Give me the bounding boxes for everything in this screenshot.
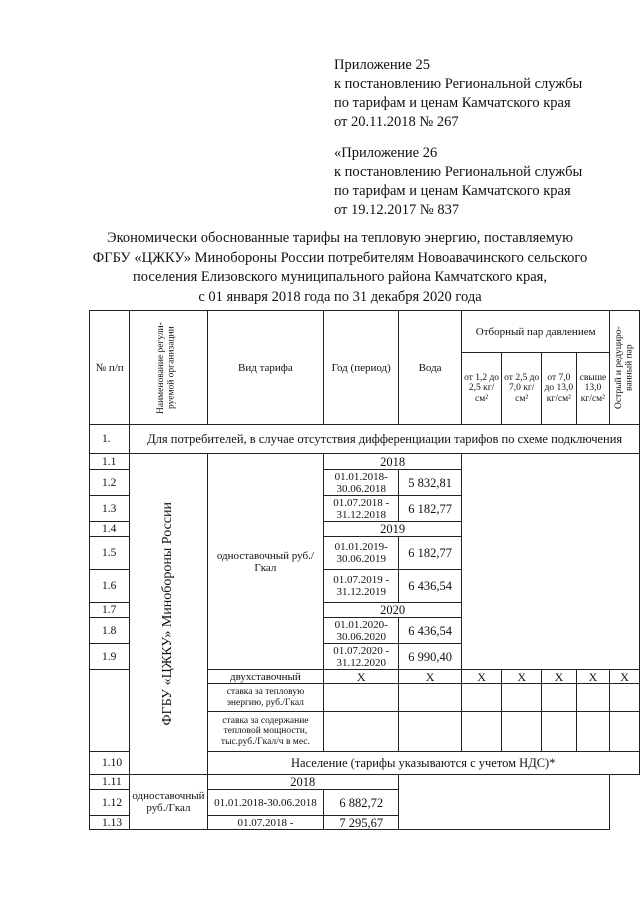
row-num: 1.5 (90, 537, 130, 570)
empty-cell (502, 684, 542, 712)
empty-cell (399, 712, 462, 752)
empty-cell (610, 712, 640, 752)
value-cell: 6 436,54 (399, 618, 462, 644)
tariff-table (89, 310, 640, 830)
x-mark: Х (542, 670, 576, 684)
empty-cell (462, 684, 502, 712)
period-cell: 01.07.2018 - 31.12.2018 (324, 496, 399, 522)
empty-cell (576, 712, 610, 752)
year-row: 2018 (207, 775, 399, 790)
year-row: 2019 (324, 522, 462, 537)
title-line: ФГБУ «ЦЖКУ» Минобороны России потребителям Новоавачинского сельского (92, 249, 588, 266)
two-rate-label: двухставочный (207, 670, 324, 684)
x-mark: Х (324, 670, 399, 684)
period-cell: 01.01.2018-30.06.2018 (207, 790, 324, 816)
empty-cell (399, 775, 610, 830)
period-cell: 01.07.2020 - 31.12.2020 (324, 644, 399, 670)
col-header-p2: от 2,5 до 7,0 кг/см² (502, 353, 542, 425)
col-header-p3: от 7,0 до 13,0 кг/см² (542, 353, 576, 425)
empty-cell (324, 712, 399, 752)
row-num: 1. (90, 425, 130, 454)
period-cell: 01.07.2018 - (207, 816, 324, 830)
col-header-kind: Вид тарифа (207, 311, 324, 425)
x-mark: Х (576, 670, 610, 684)
title-line: с 01 января 2018 года по 31 декабря 2020 года (198, 288, 482, 305)
empty-cell (324, 684, 399, 712)
value-cell: 6 990,40 (399, 644, 462, 670)
row-num: 1.12 (90, 790, 130, 816)
col-header-p1: от 1,2 до 2,5 кг/см² (462, 353, 502, 425)
value-cell: 6 182,77 (399, 537, 462, 570)
year-row: 2020 (324, 603, 462, 618)
row-num: 1.10 (90, 752, 130, 775)
value-cell: 6 182,77 (399, 496, 462, 522)
value-cell: 7 295,67 (324, 816, 399, 830)
value-cell: 6 882,72 (324, 790, 399, 816)
single-rate-label: одноставочный руб./Гкал (130, 775, 207, 830)
header-line: «Приложение 26 (334, 145, 438, 161)
header-line: от 19.12.2017 № 837 (334, 202, 460, 218)
appendix-header-25 (334, 56, 634, 132)
x-mark: Х (462, 670, 502, 684)
value-cell: 6 436,54 (399, 570, 462, 603)
period-cell: 01.01.2019-30.06.2019 (324, 537, 399, 570)
empty-cell (542, 684, 576, 712)
title-line: поселения Елизовского муниципального района Камчатского края, (133, 269, 547, 285)
header-line: Приложение 25 (334, 57, 430, 73)
row-num: 1.4 (90, 522, 130, 537)
col-header-water: Вода (399, 311, 462, 425)
row-num: 1.9 (90, 644, 130, 670)
header-line: к постановлению Региональной службы (334, 164, 583, 180)
header-line: по тарифам и ценам Камчатского края (334, 95, 571, 111)
col-header-org (130, 311, 207, 425)
col-header-org-text: Наименование регули-руемой организации (156, 321, 177, 414)
header-line: к постановлению Региональной службы (334, 76, 583, 92)
col-header-num: № п/п (90, 311, 130, 425)
org-name-cell (130, 454, 207, 775)
x-mark: Х (399, 670, 462, 684)
single-rate-label: одноставочный руб./Гкал (207, 454, 324, 670)
col-header-p4: свыше 13,0 кг/см² (576, 353, 610, 425)
period-cell: 01.01.2018-30.06.2018 (324, 470, 399, 496)
rate-energy-label: ставка за тепловую энергию, руб./Гкал (207, 684, 324, 712)
appendix-header-26 (334, 144, 634, 220)
col-header-year: Год (период) (324, 311, 399, 425)
row-num: 1.6 (90, 570, 130, 603)
title-line: Экономически обоснованные тарифы на тепловую энергию, поставляемую (107, 230, 573, 246)
empty-cell (502, 712, 542, 752)
x-mark: Х (610, 670, 640, 684)
period-cell: 01.07.2019 - 31.12.2019 (324, 570, 399, 603)
x-mark: Х (502, 670, 542, 684)
empty-cell (399, 684, 462, 712)
year-row: 2018 (324, 454, 462, 470)
section-heading: Для потребителей, в случае отсутствия дифференциации тарифов по схеме подключения (130, 425, 640, 454)
col-header-sharp (610, 311, 640, 425)
row-num: 1.11 (90, 775, 130, 790)
row-num: 1.7 (90, 603, 130, 618)
empty-cell (610, 684, 640, 712)
empty-cell (462, 454, 640, 670)
value-cell: 5 832,81 (399, 470, 462, 496)
row-num: 1.3 (90, 496, 130, 522)
empty-cell (462, 712, 502, 752)
empty-cell (576, 684, 610, 712)
row-num-empty (90, 670, 130, 752)
empty-cell (542, 712, 576, 752)
row-num: 1.8 (90, 618, 130, 644)
header-line: по тарифам и ценам Камчатского края (334, 183, 571, 199)
row-num: 1.13 (90, 816, 130, 830)
period-cell: 01.01.2020-30.06.2020 (324, 618, 399, 644)
col-header-steam: Отборный пар давлением (462, 311, 610, 353)
col-header-sharp-text: Острый и редуциро-ванный пар (613, 326, 635, 409)
document-title (70, 229, 610, 307)
org-name: ФГБУ «ЦЖКУ» Минобороны России (160, 502, 176, 726)
section-heading: Население (тарифы указываются с учетом НДС)* (207, 752, 640, 775)
header-line: от 20.11.2018 № 267 (334, 114, 459, 130)
row-num: 1.2 (90, 470, 130, 496)
rate-power-label: ставка за содержание тепловой мощности, тыс.руб./Гкал/ч в мес. (207, 712, 324, 752)
row-num: 1.1 (90, 454, 130, 470)
